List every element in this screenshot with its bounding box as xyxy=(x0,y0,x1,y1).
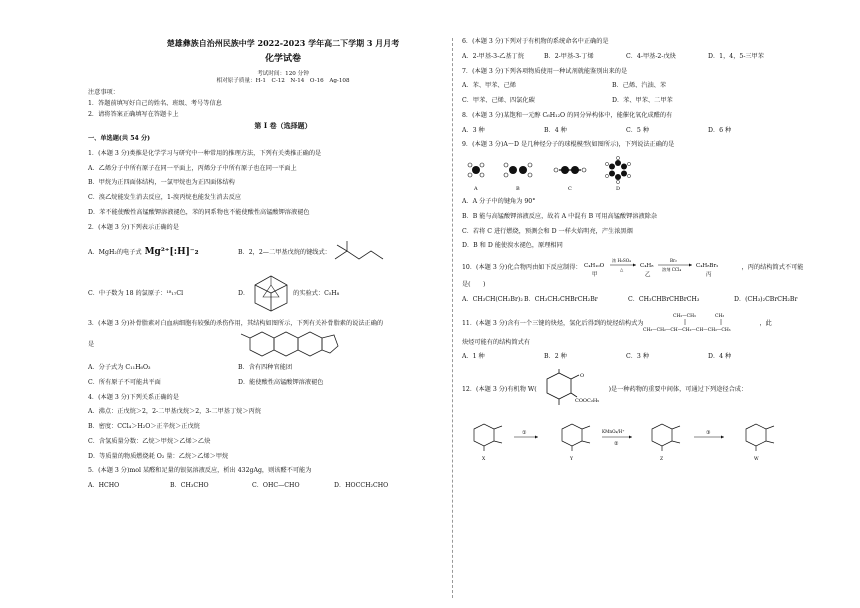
compound-w xyxy=(746,424,774,451)
exam-title: 楚雄彝族自治州民族中学 2022-2023 学年高二下学期 3 月月考 xyxy=(166,38,400,48)
route-step-1: ① xyxy=(522,430,527,436)
q10-condition-1: 浓 H₂SO₄ xyxy=(611,258,631,263)
question-8: 8．(本题 3 分)某饱和一元醇 C₆H₁₂O 的同分异构体中，能催化氧化成醛的有 xyxy=(462,111,673,119)
q10-species-3: C₄H₈Br₂ xyxy=(695,263,718,269)
route-label-w: W xyxy=(754,457,759,462)
route-label-z: Z xyxy=(660,457,664,462)
model-label-d: D xyxy=(616,186,621,192)
q9-option-b: B．B 能与高锰酸钾溶液反应，故若 A 中混有 B 可用高锰酸钾溶液除杂 xyxy=(462,212,658,220)
q2-option-c: C．中子数为 18 的氯原子：¹⁸₁₇Cl xyxy=(88,289,184,297)
question-9: 9．(本题 3 分)A～D 是几种烃分子的球棍模型(如图所示)，下列说法正确的是 xyxy=(462,141,675,149)
question-12: 12．(本题 3 分)有机物 W( xyxy=(462,386,537,394)
q6-option-c: C．4-甲基-2-戊炔 xyxy=(626,52,676,60)
ball-stick-models-image xyxy=(462,156,642,194)
q6-option-a: A．2-甲基-3-乙基丁烷 xyxy=(462,52,524,60)
notes-title: 注意事项： xyxy=(88,89,119,97)
q11-option-d: D．4 种 xyxy=(708,353,732,361)
q2b-label: B．2，2—二甲基戊烷的键线式： xyxy=(238,248,331,256)
route-step-2: ② xyxy=(614,441,619,447)
atomic-masses: 相对原子质量：H-1 C-12 N-14 O-16 Ag-108 xyxy=(216,78,350,85)
q4-option-a: A．沸点：正戊烷＞2，2-二甲基戊烷＞2，3-二甲基丁烷＞丙烷 xyxy=(88,408,261,416)
model-label-a: A xyxy=(474,186,478,192)
q2-option-b xyxy=(238,239,438,265)
q10-option-b: B．CH₃CH₂CHBrCH₂Br xyxy=(524,295,598,303)
model-label-c: C xyxy=(568,186,572,192)
q11-option-a: A．1 种 xyxy=(462,353,485,361)
question-10: 10．(本题 3 分)化合物丙由如下反应制得： xyxy=(462,264,582,272)
q2-option-a xyxy=(88,247,238,258)
q1-option-c: C．溴乙烷能发生消去反应，1-溴丙烷也能发生消去反应 xyxy=(88,194,242,202)
q7-option-b: B．己烯、汽油、苯 xyxy=(612,82,667,90)
alkane-structure-11 xyxy=(643,311,759,337)
q11-option-b: B．2 种 xyxy=(544,353,567,361)
question-10-post: ，丙的结构简式不可能 xyxy=(741,264,804,272)
q1-option-a: A．乙烯分子中所有原子在同一平面上，丙烯分子中所有原子也在同一平面上 xyxy=(88,164,297,172)
exam-subtitle: 化学试卷 xyxy=(264,54,301,64)
question-11: 11．(本题 3 分)含有一个三键的炔烃，氢化后得到的烷烃结构式为 xyxy=(462,319,644,327)
q6-option-d: D．1，4，5-三甲苯 xyxy=(708,52,764,60)
reaction-scheme-10 xyxy=(582,257,742,279)
q10-condition-2: Br₂ xyxy=(669,258,677,263)
right-column xyxy=(462,38,852,463)
q10-species-1: C₄H₁₀O xyxy=(583,263,604,269)
q10-species-2: C₄H₈ xyxy=(639,263,653,269)
q1-option-d: D．苯不能使酸性高锰酸钾溶液褪色，苯的同系物也不能使酸性高锰酸钾溶液褪色 xyxy=(88,208,310,216)
route-label-y: Y xyxy=(570,457,573,462)
q8-option-b: B．4 种 xyxy=(544,126,567,134)
mgh2-formula: Mg²⁺[:H]⁻₂ xyxy=(144,246,199,257)
w-carbonyl-label: O xyxy=(579,373,584,379)
q9-option-a: A．A 分子中的键角为 90° xyxy=(462,198,536,205)
question-11-post: ，此 xyxy=(759,319,772,327)
q1-option-b: B．甲烷为正四面体结构，一氯甲烷也为正四面体结构 xyxy=(88,179,235,187)
question-3: 3．(本题 3 分)补骨脂素对白血病细胞有较强的杀伤作用，其结构如图所示，下列有关补骨脂素的说法正确的 xyxy=(88,320,384,328)
q7-option-d: D．苯、甲苯、二甲苯 xyxy=(612,97,673,104)
question-7: 7．(本题 3 分)下列各项物质使用一种试剂就能鉴别出来的是 xyxy=(462,67,628,75)
q4-option-d: D．等质量的物质燃烧耗 O₂ 量：乙烷＞乙烯＞甲烷 xyxy=(88,452,229,460)
model-b xyxy=(504,163,532,177)
svg-text:CH₃: CH₃ xyxy=(715,313,725,319)
q10-species-2-name: 乙 xyxy=(644,272,651,278)
model-label-b: B xyxy=(516,186,520,192)
w-ester-label: COOC₂H₅ xyxy=(574,398,599,404)
compound-z xyxy=(652,424,680,451)
question-10-cont: 是( ) xyxy=(462,281,486,288)
q3-option-a: A．分子式为 C₁₁H₆O₃ xyxy=(88,364,151,372)
q3-option-d: D．能使酸性高锰酸钾溶液褪色 xyxy=(238,378,324,386)
q7-option-a: A．苯、甲苯、己烯 xyxy=(462,82,516,90)
q9-option-d: D．B 和 D 能使溴水褪色，原理相同 xyxy=(462,242,563,250)
psoralen-structure-image xyxy=(238,330,348,360)
route-step-3: ③ xyxy=(706,430,711,436)
note-1: 1．答题前填写好自己的姓名、班级、考号等信息 xyxy=(88,99,222,107)
exam-time: 考试时间：120 分钟 xyxy=(257,71,309,78)
route-reagent: KMnO₄/H⁺ xyxy=(602,429,625,434)
q11-option-c: C．3 种 xyxy=(626,353,650,361)
question-4: 4．(本题 3 分)下列关系正确的是 xyxy=(88,393,179,401)
q6-option-b: B．2-甲基-3-丁烯 xyxy=(544,52,594,60)
question-3-cont: 是 xyxy=(88,341,95,349)
q3-option-c: C．所有原子不可能共平面 xyxy=(88,378,161,386)
note-2: 2．请将答案正确填写在答题卡上 xyxy=(88,110,179,118)
q3-option-b: B．含有四种官能团 xyxy=(238,364,293,372)
synthesis-route-12 xyxy=(462,417,842,463)
question-12-post: )是一种药物的重要中间体，可通过下列途径合成： xyxy=(608,386,748,394)
q4-option-c: C．含氢质量分数：乙烷＞甲烷＞乙烯＞乙炔 xyxy=(88,437,211,445)
dimethylpentane-skeleton-image xyxy=(331,239,391,265)
q10-species-1-name: 甲 xyxy=(591,272,598,278)
model-a xyxy=(468,163,484,177)
question-1: 1．(本题 3 分)类推是化学学习与研究中一种常用的推理方法，下列有关类推正确的是 xyxy=(88,149,322,157)
q4-option-b: B．密度：CCl₄＞H₂O＞正辛烷＞正戊烷 xyxy=(88,423,200,431)
model-c xyxy=(554,166,586,174)
q7-option-c: C．甲苯、己烯、四氯化碳 xyxy=(462,97,535,104)
compound-y xyxy=(562,424,590,451)
q5-option-c: C．OHC—CHO xyxy=(252,482,300,490)
q8-option-d: D．6 种 xyxy=(708,126,732,134)
compound-w-structure xyxy=(537,369,609,411)
q8-option-a: A．3 种 xyxy=(462,126,485,134)
q5-option-b: B．CH₃CHO xyxy=(170,482,209,490)
question-6: 6．(本题 3 分)下列对于有机物的系统命名中正确的是 xyxy=(462,38,609,45)
route-label-x: X xyxy=(482,457,486,462)
q9-option-c: C．若将 C 进行燃烧，预测会和 D 一样火焰明亮，产生浓黑烟 xyxy=(462,227,633,235)
model-d xyxy=(605,156,630,183)
q10-species-3-name: 丙 xyxy=(705,272,712,278)
q10-condition-2-bottom: 溶剂 CCl₄ xyxy=(661,267,681,272)
q10-option-a: A．CH₃CH(CH₂Br)₂ xyxy=(462,295,523,303)
compound-x xyxy=(474,424,502,451)
q5-option-a: A．HCHO xyxy=(88,482,120,490)
q2d-suffix: 的实验式：C₅H₈ xyxy=(293,289,340,297)
q2d-label: D． xyxy=(238,289,250,297)
q10-option-d: D．(CH₃)₂CBrCH₂Br xyxy=(734,295,798,303)
svg-text:CH₂—CH₃: CH₂—CH₃ xyxy=(673,313,697,319)
question-11-cont: 炔烃可能有的结构简式有 xyxy=(462,338,531,346)
q10-condition-1-bottom: △ xyxy=(619,267,623,272)
section-1-heading: 一、单选题(共 54 分) xyxy=(88,135,151,143)
q5-option-d: D．HOCCH₂CHO xyxy=(334,482,389,490)
svg-text:CH₃—CH₂—CH—CH₂—CH—CH₂—CH₃: CH₃—CH₂—CH—CH₂—CH—CH₂—CH₃ xyxy=(643,327,732,333)
left-column xyxy=(88,38,478,497)
question-5: 5．(本题 3 分)mol 某醛和足量的银氨溶液反应，析出 432gAg，则该醛不可能为 xyxy=(88,467,312,475)
q2-option-d xyxy=(238,273,438,313)
q2a-label: A．MgH₂的电子式 xyxy=(88,248,142,256)
part-1-heading: 第 I 卷（选择题） xyxy=(254,121,312,131)
question-2: 2．(本题 3 分)下列表示正确的是 xyxy=(88,223,179,231)
q8-option-c: C．5 种 xyxy=(626,126,650,134)
adamantane-image xyxy=(249,273,293,313)
q10-option-c: C．CH₃CHBrCHBrCH₃ xyxy=(628,295,700,303)
